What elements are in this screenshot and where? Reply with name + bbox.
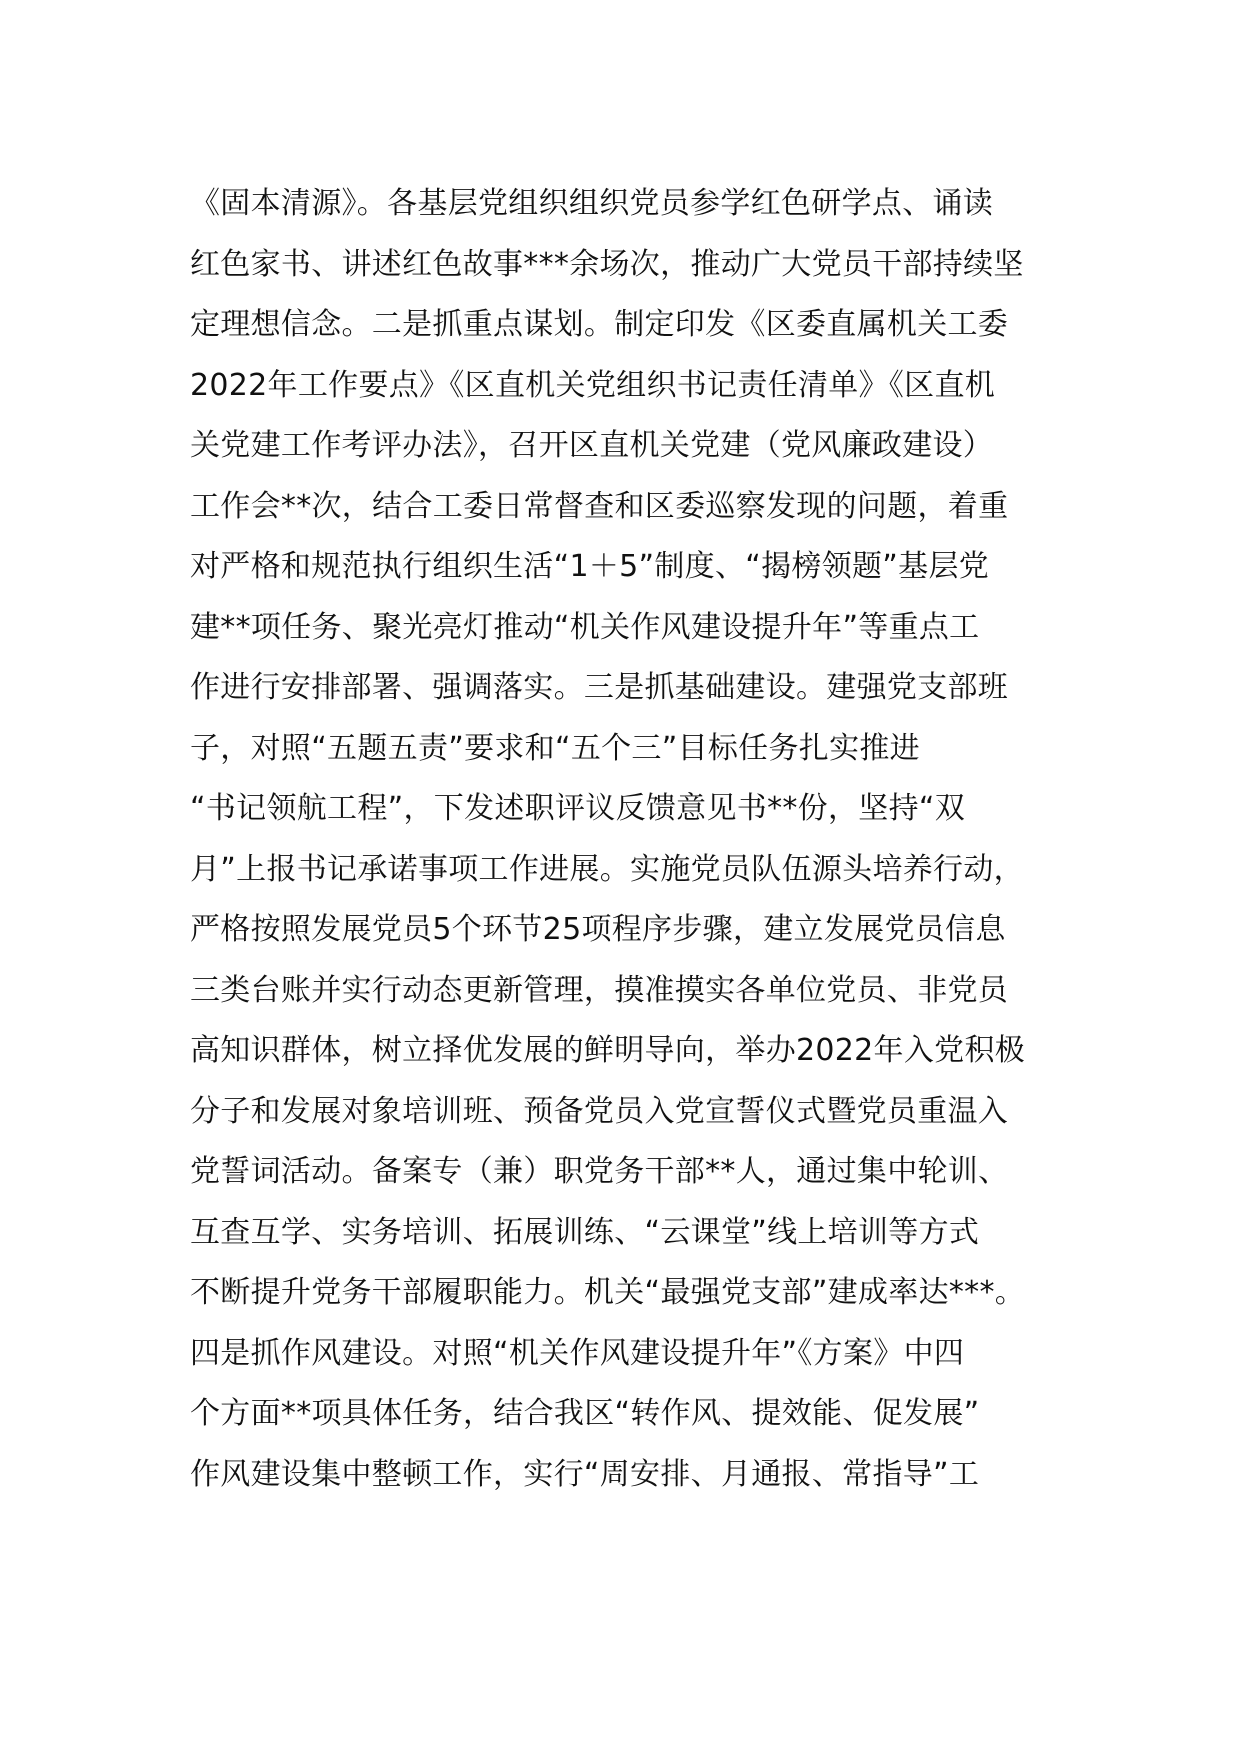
text-line: 分子和发展对象培训班、预备党员入党宣誓仪式暨党员重温入 (190, 1093, 1009, 1129)
body-text (190, 174, 1090, 1505)
text-line: “书记领航工程”，下发述职评议反馈意见书**份，坚持“双 (190, 791, 966, 826)
text-line: 不断提升党务干部履职能力。机关“最强党支部”建成率达***。 (190, 1275, 1026, 1310)
text-line: 子，对照“五题五责”要求和“五个三”目标任务扎实推进 (190, 730, 920, 766)
text-line: 月”上报书记承诺事项工作进展。实施党员队伍源头培养行动， (190, 851, 1024, 887)
text-line: 红色家书、讲述红色故事***余场次，推动广大党员干部持续坚 (190, 246, 1024, 282)
text-line: 高知识群体，树立择优发展的鲜明导向，举办2022年入党积极 (190, 1033, 1026, 1068)
text-line: 《固本清源》。各基层党组织组织党员参学红色研学点、诵读 (190, 186, 994, 221)
text-line: 个方面**项具体任务，结合我区“转作风、提效能、促发展” (190, 1396, 980, 1431)
text-line: 作风建设集中整顿工作，实行“周安排、月通报、常指导”工 (190, 1456, 980, 1492)
text-line: 党誓词活动。备案专（兼）职党务干部**人，通过集中轮训、 (190, 1154, 1009, 1189)
text-line: 四是抓作风建设。对照“机关作风建设提升年”《方案》中四 (190, 1335, 965, 1371)
text-line: 2022年工作要点》《区直机关党组织书记责任清单》《区直机 (190, 367, 996, 403)
text-line: 对严格和规范执行组织生活“1＋5”制度、“揭榜领题”基层党 (190, 549, 990, 584)
text-line: 建**项任务、聚光亮灯推动“机关作风建设提升年”等重点工 (190, 609, 980, 645)
text-line: 定理想信念。二是抓重点谋划。制定印发《区委直属机关工委 (190, 307, 1009, 342)
text-line: 互查互学、实务培训、拓展训练、“云课堂”线上培训等方式 (190, 1214, 980, 1250)
text-line: 三类台账并实行动态更新管理，摸准摸实各单位党员、非党员 (190, 972, 1009, 1008)
text-line: 作进行安排部署、强调落实。三是抓基础建设。建强党支部班 (190, 670, 1009, 705)
text-line: 严格按照发展党员5个环节25项程序步骤，建立发展党员信息 (190, 912, 1006, 947)
text-line: 关党建工作考评办法》，召开区直机关党建（党风廉政建设） (190, 428, 994, 463)
text-line: 工作会**次，结合工委日常督查和区委巡察发现的问题，着重 (190, 488, 1009, 524)
